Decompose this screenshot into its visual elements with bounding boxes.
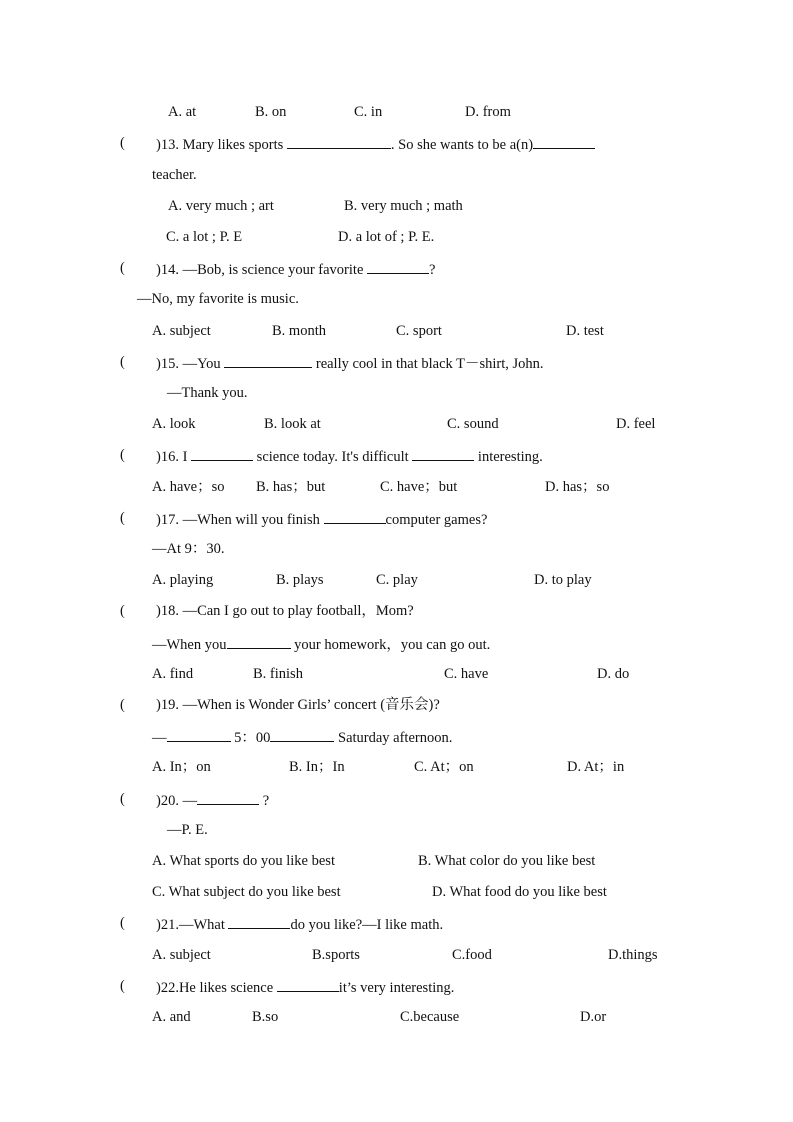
q19-ans-mid: 5：00 (234, 730, 271, 746)
q15-text-end: really cool in that black T－shirt, John. (315, 356, 544, 372)
q14-answer-paren: ( (120, 260, 125, 276)
q13-option-d: D. a lot of ; P. E. (338, 229, 435, 245)
q13-text-start: )13. Mary likes sports (156, 137, 284, 153)
q19-option-c: C. At；on (414, 759, 474, 775)
q22-option-b: B.so (252, 1009, 279, 1025)
q17-text-end: computer games? (385, 512, 488, 528)
q17-answer-paren: ( (120, 510, 125, 526)
q21-option-d: D.things (608, 947, 658, 963)
q14-option-c: C. sport (396, 323, 442, 339)
q22-option-a: A. and (152, 1009, 191, 1025)
q18-ans-start: —When you (152, 637, 227, 653)
q17-option-b: B. plays (276, 572, 324, 588)
q20-option-a: A. What sports do you like best (152, 853, 335, 869)
q18-answer-paren: ( (120, 603, 125, 619)
q13-option-c: C. a lot ; P. E (166, 229, 243, 245)
q14-option-b: B. month (272, 323, 326, 339)
q22-text-start: )22.He likes science (156, 980, 274, 996)
q17-option-a: A. playing (152, 572, 214, 588)
q16-blank-1 (191, 446, 253, 461)
q21-option-a: A. subject (152, 947, 211, 963)
q17-question (156, 509, 487, 529)
q14-option-a: A. subject (152, 323, 211, 339)
q16-option-c: C. have；but (380, 479, 458, 495)
q13-text-mid: . So she wants to be a(n) (390, 137, 534, 153)
q19-answer-line (152, 727, 452, 747)
q19-answer-paren: ( (120, 697, 125, 713)
q13-blank-2 (533, 134, 595, 149)
q19-ans-start: — (152, 730, 167, 746)
q21-question (156, 914, 443, 934)
q16-option-a: A. have；so (152, 479, 225, 495)
q17-option-c: C. play (376, 572, 418, 588)
q18-answer-line (152, 634, 490, 654)
q16-blank-2 (412, 446, 474, 461)
q12-option-b: B. on (255, 104, 287, 120)
q16-option-b: B. has；but (256, 479, 326, 495)
q12-option-d: D. from (465, 104, 511, 120)
q22-blank (277, 977, 339, 992)
q13-question (156, 134, 595, 154)
q22-text-end: it’s very interesting. (338, 980, 455, 996)
q19-option-b: B. In；In (289, 759, 345, 775)
q20-option-c: C. What subject do you like best (152, 884, 341, 900)
q21-blank (228, 914, 290, 929)
q19-option-d: D. At；in (567, 759, 625, 775)
q20-text-end: ? (262, 793, 270, 809)
q16-question (156, 446, 543, 466)
q20-text-start: )20. — (156, 793, 198, 809)
q17-text-start: )17. —When will you finish (156, 512, 320, 528)
q13-blank-1 (287, 134, 391, 149)
q16-text-end: interesting. (477, 449, 543, 465)
q14-option-d: D. test (566, 323, 604, 339)
q14-blank (367, 259, 429, 274)
q12-option-c: C. in (354, 104, 383, 120)
q22-answer-paren: ( (120, 978, 125, 994)
q21-option-c: C.food (452, 947, 492, 963)
q21-text-start: )21.—What (156, 917, 225, 933)
q15-option-c: C. sound (447, 416, 499, 432)
q13-text-cont: teacher. (152, 167, 197, 183)
q13-answer-paren: ( (120, 135, 125, 151)
q16-text-start: )16. I (156, 449, 188, 465)
q20-option-d: D. What food do you like best (432, 884, 607, 900)
q17-option-d: D. to play (534, 572, 592, 588)
q14-answer-line: —No, my favorite is music. (137, 291, 299, 307)
q18-option-a: A. find (152, 666, 194, 682)
q16-option-d: D. has；so (545, 479, 610, 495)
q18-question: )18. —Can I go out to play football，Mom? (156, 603, 414, 619)
q15-text-start: )15. —You (156, 356, 221, 372)
q21-option-b: B.sports (312, 947, 360, 963)
q15-answer-line: —Thank you. (167, 385, 248, 401)
q19-option-a: A. In；on (152, 759, 211, 775)
q20-answer-paren: ( (120, 791, 125, 807)
q20-question (156, 790, 269, 810)
q15-option-d: D. feel (616, 416, 656, 432)
q13-option-b: B. very much ; math (344, 198, 463, 214)
q17-blank (324, 509, 386, 524)
q14-text-end: ? (429, 262, 436, 278)
q18-blank (227, 634, 291, 649)
q17-answer-line: —At 9：30. (152, 541, 225, 557)
q19-question: )19. —When is Wonder Girls’ concert (音乐会)? (156, 697, 440, 713)
q18-ans-end: your homework，you can go out. (294, 637, 491, 653)
q15-option-a: A. look (152, 416, 196, 432)
q18-option-b: B. finish (253, 666, 303, 682)
q18-option-d: D. do (597, 666, 630, 682)
q14-question (156, 259, 435, 279)
q19-blank-2 (270, 727, 334, 742)
q15-blank (224, 353, 312, 368)
q12-option-a: A. at (168, 104, 197, 120)
q21-answer-paren: ( (120, 915, 125, 931)
q18-option-c: C. have (444, 666, 489, 682)
q15-question (156, 353, 544, 373)
q22-option-c: C.because (400, 1009, 460, 1025)
q20-option-b: B. What color do you like best (418, 853, 596, 869)
q19-blank-1 (167, 727, 231, 742)
q15-answer-paren: ( (120, 354, 125, 370)
q20-answer-line: —P. E. (167, 822, 208, 838)
q20-blank (197, 790, 259, 805)
q21-text-end: do you like?—I like math. (290, 917, 444, 933)
q22-question (156, 977, 454, 997)
q19-ans-end: Saturday afternoon. (338, 730, 453, 746)
q15-option-b: B. look at (264, 416, 321, 432)
q16-text-mid: science today. It's difficult (256, 449, 409, 465)
q16-answer-paren: ( (120, 447, 125, 463)
q14-text-start: )14. —Bob, is science your favorite (156, 262, 364, 278)
q13-option-a: A. very much ; art (168, 198, 274, 214)
q22-option-d: D.or (580, 1009, 607, 1025)
